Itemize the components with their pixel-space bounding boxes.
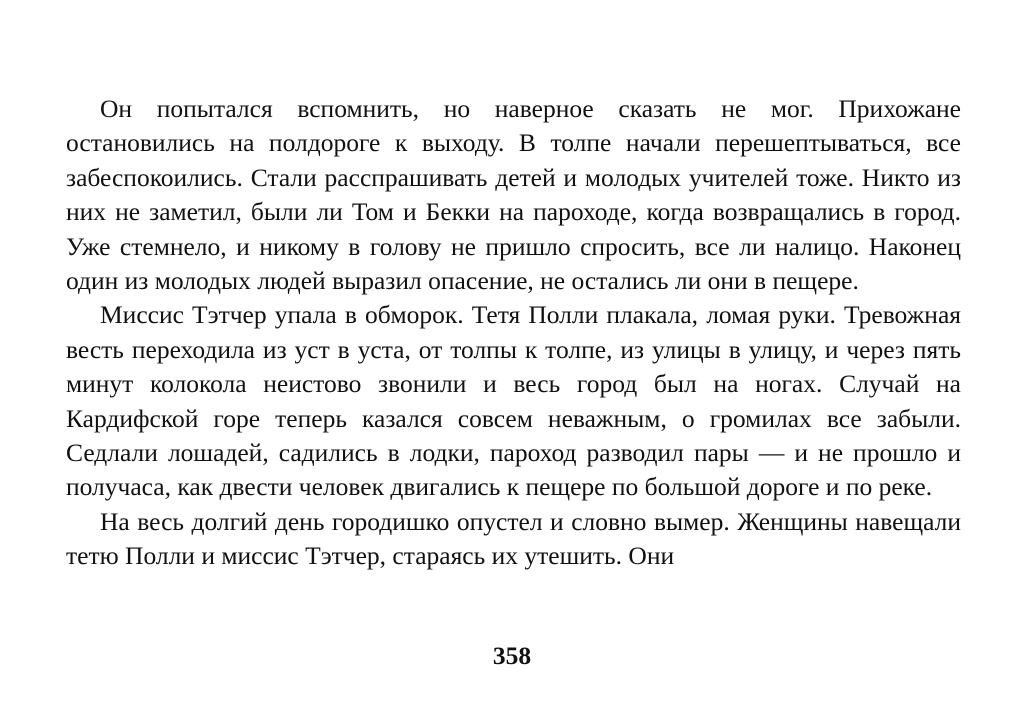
- paragraph-3: На весь долгий день городишко опустел и словно вымер. Женщины навещали тетю Полли и миссис Тэтчер, стараясь их утешить. Они: [66, 506, 961, 571]
- page-text: [66, 92, 961, 574]
- paragraph-1: Он попытался вспомнить, но наверное сказать не мог. Прихожане остановились на полдороге к выходу. В толпе начали перешептываться, все забеспокоились. Стали расспрашивать детей и молодых учителей тоже. Никто из них не заметил, были ли Том и Бекки на пароходе, когда возвращались в город. Уже стемнело, и никому в голову не пришло спросить, все ли налицо. Наконец один из молодых людей выразил опасение, не остались ли они в пещере.: [66, 94, 961, 296]
- paragraph-2: Миссис Тэтчер упала в обморок. Тетя Полли плакала, ломая руки. Тревожная весть переходила из уст в уста, от толпы к толпе, из улицы в улицу, и через пять минут колокола неистово звонили и весь город был на ногах. Случай на Кардифской горе теперь казался совсем неважным, о громилах все забыли. Седлали лошадей, садились в лодки, пароход разводил пары — и не прошло и получаса, как двести человек двигались к пещере по большой дороге и по реке.: [66, 300, 961, 502]
- page-number: 358: [492, 641, 532, 670]
